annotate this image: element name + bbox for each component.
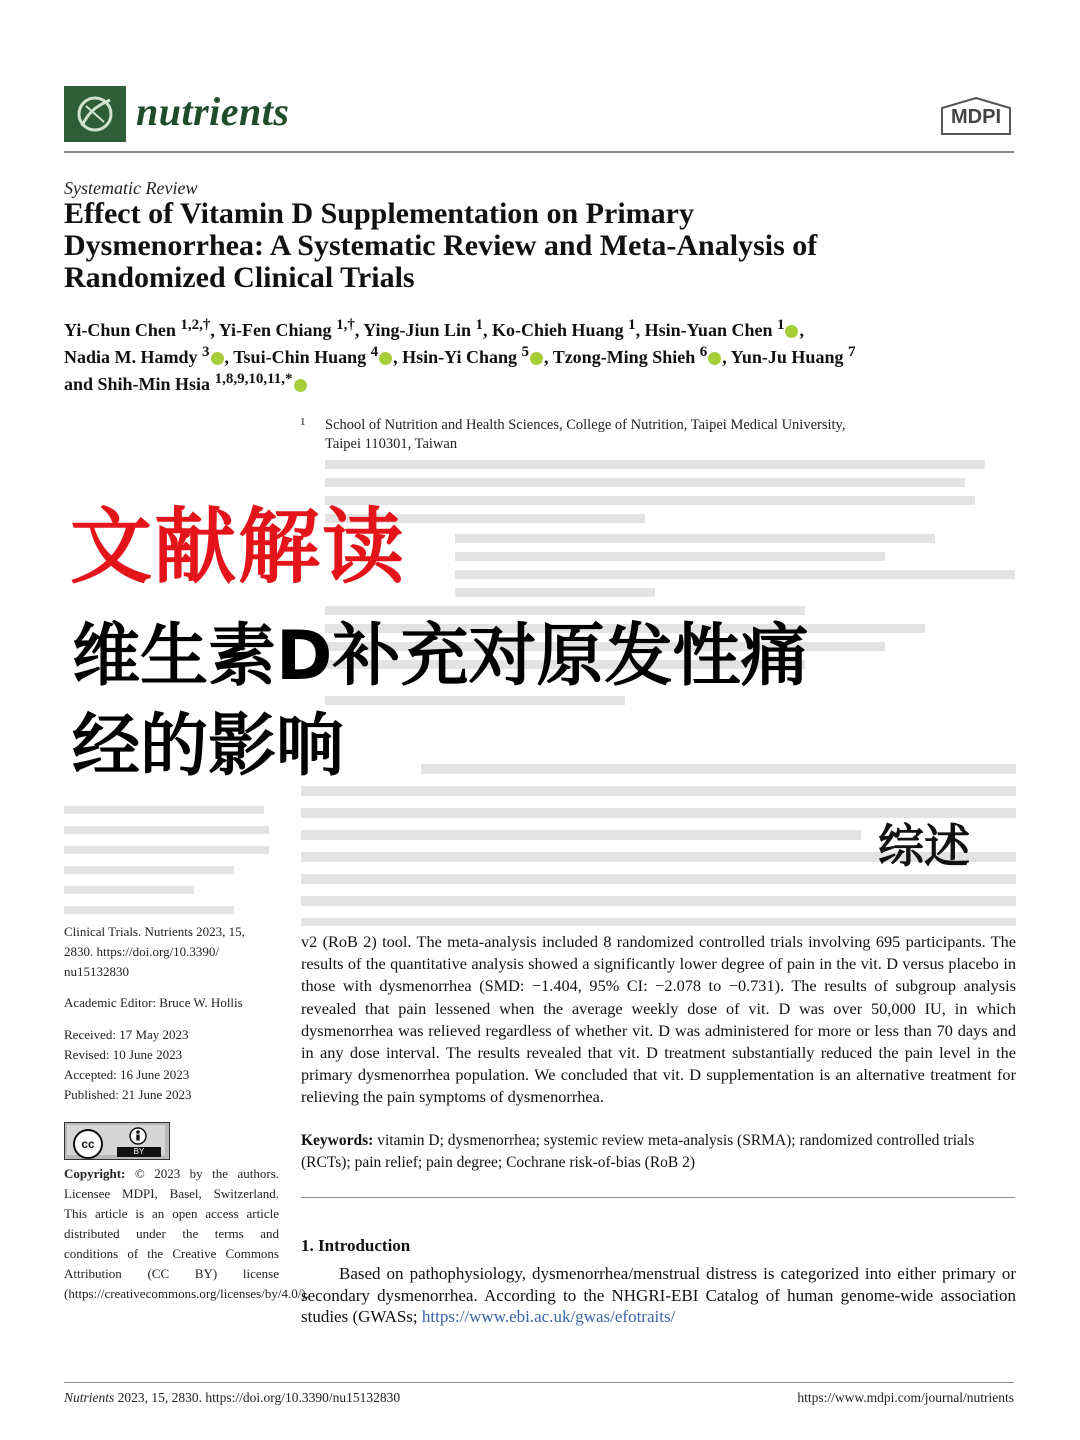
- overlay-headline-line: 经的影响: [72, 707, 345, 786]
- orcid-icon[interactable]: [785, 325, 798, 338]
- article-title: [64, 198, 1014, 294]
- cc-by-license-icon[interactable]: [64, 1122, 170, 1160]
- overlay-label: 综述: [878, 819, 970, 873]
- faded-sidebar: [64, 780, 279, 920]
- author-affil: 3: [202, 344, 210, 360]
- author-name[interactable]: and Shih-Min Hsia: [64, 374, 211, 394]
- author-affil: 5: [521, 344, 529, 360]
- academic-editor: Academic Editor: Bruce W. Hollis: [64, 995, 243, 1010]
- keywords: [301, 1130, 1016, 1174]
- author-affil: 1,8,9,10,11,*: [214, 371, 293, 387]
- received-date: Received: 17 May 2023: [64, 1027, 189, 1042]
- author-name[interactable]: Hsin-Yi Chang: [402, 347, 517, 367]
- footer-journal: Nutrients: [64, 1390, 115, 1405]
- author-affil: 7: [847, 344, 856, 360]
- person-icon: [123, 1127, 153, 1145]
- copyright-block: [64, 1164, 309, 1304]
- citation-block: [64, 922, 279, 982]
- cc-label: cc: [73, 1129, 103, 1159]
- publisher-name: MDPI: [951, 106, 1001, 128]
- orcid-icon[interactable]: [530, 352, 543, 365]
- article-type: Systematic Review: [64, 178, 198, 198]
- section-heading: 1. Introduction: [301, 1236, 411, 1255]
- keywords-text: vitamin D; dysmenorrhea; systemic review meta-analysis (SRMA); randomized controlled trials (RCTs); pain relief; pain degree; Cochrane risk-of-bias (RoB 2): [301, 1132, 975, 1171]
- author-affil: 1: [628, 317, 636, 333]
- affiliation-list: [325, 416, 1015, 454]
- footer-doi[interactable]: 2023, 15, 2830. https://doi.org/10.3390/nu15132830: [114, 1390, 401, 1405]
- author-name[interactable]: Tzong-Ming Shieh: [552, 347, 696, 367]
- dates-block: [64, 1025, 279, 1105]
- author-name[interactable]: Hsin-Yuan Chen: [644, 320, 773, 340]
- copyright-title: Copyright:: [64, 1166, 126, 1181]
- accepted-date: Accepted: 16 June 2023: [64, 1067, 190, 1082]
- affiliation-line: Taipei 110301, Taiwan: [325, 436, 458, 452]
- citation-line: nu15132830: [64, 964, 129, 979]
- intro-paragraph: Based on pathophysiology, dysmenorrhea/menstrual distress is categorized into either primary or secondary dysmenorrhea. According to the NHGRI-EBI Catalog of human genome-wide association studies (GWASs;: [301, 1264, 1016, 1326]
- author-name[interactable]: Yi-Chun Chen: [64, 320, 176, 340]
- author-name[interactable]: Yun-Ju Huang: [730, 347, 844, 367]
- revised-date: Revised: 10 June 2023: [64, 1047, 183, 1062]
- journal-logo-icon: [64, 86, 126, 142]
- overlay-headline-line: 维生素D补充对原发性痛: [72, 617, 809, 696]
- overlay-tag: 文献解读: [70, 500, 407, 595]
- title-line: Dysmenorrhea: A Systematic Review and Meta-Analysis of: [64, 229, 818, 262]
- keywords-label: Keywords:: [301, 1132, 374, 1149]
- author-name[interactable]: Ying-Jiun Lin: [363, 320, 472, 340]
- overlay-headline: [72, 612, 1032, 792]
- header-divider: [64, 151, 1014, 153]
- affiliation-number: 1: [300, 416, 306, 428]
- author-affil: 1: [475, 317, 484, 333]
- author-name[interactable]: Yi-Fen Chiang: [218, 320, 332, 340]
- orcid-icon[interactable]: [294, 379, 307, 392]
- orcid-icon[interactable]: [708, 352, 721, 365]
- author-name[interactable]: Nadia M. Hamdy: [64, 347, 198, 367]
- author-affil: 6: [699, 344, 708, 360]
- footer-citation: [64, 1390, 400, 1406]
- citation-line: Clinical Trials. Nutrients 2023, 15,: [64, 924, 245, 939]
- by-label: BY: [117, 1147, 161, 1157]
- author-affil: 1,†: [336, 317, 355, 333]
- orcid-icon[interactable]: [211, 352, 224, 365]
- copyright-text: © 2023 by the authors. Licensee MDPI, Basel, Switzerland. This article is an open access article distributed under the terms and conditions of the Creative Commons Attribution (CC BY) license (https://creativecommons.org/licenses/by/4.0/).: [64, 1166, 309, 1301]
- citation-doi[interactable]: 2830. https://doi.org/10.3390/: [64, 944, 220, 959]
- author-affil: 4: [370, 344, 379, 360]
- introduction-text: [301, 1263, 1016, 1328]
- author-affil: 1,2,†: [180, 317, 211, 333]
- title-line: Randomized Clinical Trials: [64, 261, 415, 294]
- author-name[interactable]: Ko-Chieh Huang: [492, 320, 624, 340]
- author-affil: 1: [776, 317, 785, 333]
- author-name[interactable]: Tsui-Chin Huang: [233, 347, 367, 367]
- journal-name: nutrients: [136, 89, 290, 134]
- abstract-text: v2 (RoB 2) tool. The meta-analysis included 8 randomized controlled trials involving 695 participants. The results of the quantitative analysis showed a significantly lower degree of pain in the vit. D versus placebo in those with dysmenorrhea (SMD: −1.404, 95% CI: −2.078 to −0.731). The results of subgroup analysis revealed that pain lessened when the average weekly dose of vit. D was over 50,000 IU, in which dysmenorrhea was relieved regardless of whether vit. D was administered for more or less than 70 days and in any dose interval. The results revealed that vit. D treatment substantially reduced the pain level in the primary dysmenorrhea population. We concluded that vit. D supplementation is an alternative treatment for relieving the pain symptoms of dysmenorrhea.: [301, 932, 1016, 1107]
- orcid-icon[interactable]: [379, 352, 392, 365]
- gwas-link[interactable]: https://www.ebi.ac.uk/gwas/efotraits/: [421, 1307, 676, 1326]
- title-line: Effect of Vitamin D Supplementation on Primary: [64, 197, 694, 230]
- affiliation-line: School of Nutrition and Health Sciences, College of Nutrition, Taipei Medical University,: [325, 417, 846, 433]
- footer-journal-url[interactable]: https://www.mdpi.com/journal/nutrients: [797, 1390, 1014, 1405]
- section-divider: [301, 1197, 1015, 1198]
- footer-divider: [64, 1382, 1014, 1383]
- mdpi-logo-icon: [938, 96, 1014, 140]
- published-date: Published: 21 June 2023: [64, 1087, 192, 1102]
- author-list: Yi-Chun Chen $^{1,2,\dagger}$, Yi-Fen Chiang $^{1,\dagger}$, Ying-Jiun Lin $^1$, Ko-Chieh Huang $^1$, Hsin-Yuan Chen $^1$ , Nadia M. Hamdy $^3$ , Tsui-Chin Huang $^4$ , Hsin-Yi Chang $^5$ , Tzong-Ming Shieh $^6$ , Yun-Ju Huang $^7$ and Shih-Min Hsia $^{1,8,9,10,11,*}$: [64, 317, 856, 394]
